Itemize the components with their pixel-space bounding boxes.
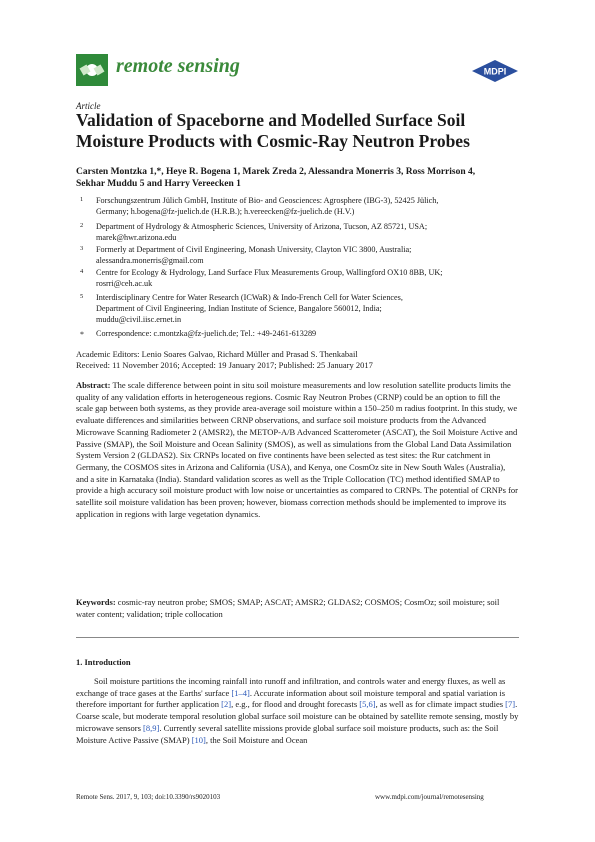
affiliation-3 (96, 244, 526, 266)
introduction-paragraph (76, 676, 519, 746)
affiliation-line: Centre for Ecology & Hydrology, Land Surface Flux Measurements Group, Wallingford OX10 8BB, UK; (96, 268, 443, 277)
footer-citation: Remote Sens. 2017, 9, 103; doi:10.3390/rs9020103 (76, 793, 221, 801)
publisher-logo-text: MDPI (483, 66, 507, 77)
publication-dates: Received: 11 November 2016; Accepted: 19 January 2017; Published: 25 January 2017 (76, 360, 373, 370)
affiliation-line: Department of Hydrology & Atmospheric Sciences, University of Arizona, Tucson, AZ 85721, USA; (96, 222, 428, 231)
affiliation-4 (96, 267, 526, 289)
body-text-run: Soil moisture partitions the incoming rainfall into runoff and infiltration, and controls water and energy fluxes, as well as exchange of trace gases at the Earths' surface (76, 676, 506, 698)
affiliation-5 (96, 292, 526, 325)
abstract-label: Abstract: (76, 380, 111, 390)
abstract-text: The scale difference between point in situ soil moisture measurements and low resolution satellite products limits the quality of any validation efforts in heterogeneous regions. Cosmic Ray Neutron Probes (CRNP) could be an option to fill the scale gap between both systems, as they provide area-average soil moisture within a 150–250 m radius footprint. In this study, we evaluate differences and similarities between CRNP observations, and surface soil moisture products from the Advanced Microwave Scanning Radiometer 2 (AMSR2), the METOP-A/B Advanced Scatterometer (ASCAT), the Soil Moisture Active and Passive (SMAP), the Soil Moisture and Ocean Salinity (SMOS), as well as simulations from the Global Land Data Assimilation System Version 2 (GLDAS2). Six CRNPs located on five continents have been selected as test sites: the Rur catchment in Germany, the COSMOS sites in Arizona and California (USA), and Kenya, one CosmOz site in New South Wales (Australia), and a site in Karnataka (India). Standard validation scores as well as the Triple Collocation (TC) method identified SMAP to provide a high accuracy soil moisture product with low noise or uncertainties as compared to CRNPs. The potential of CRNPs for satellite soil moisture validation has been proven; however, biomass correction methods should be implemented to improve its application in regions with large vegetation dynamics. (76, 380, 518, 519)
authors (76, 166, 526, 190)
journal-name: remote sensing (116, 55, 240, 77)
paper-title: Validation of Spaceborne and Modelled Surface Soil Moisture Products with Cosmic-Ray Neutron Probes (76, 110, 470, 151)
affiliation-line: marek@hwr.arizona.edu (96, 233, 177, 242)
aff-num-4: 4 (80, 268, 84, 275)
section-divider (76, 637, 519, 638)
keywords-label: Keywords: (76, 597, 116, 607)
authors-line-1: Carsten Montzka 1,*, Heye R. Bogena 1, Marek Zreda 2, Alessandra Monerris 3, Ross Morrison 4, (76, 167, 476, 177)
affiliation-line: Correspondence: c.montzka@fz-juelich.de; Tel.: +49-2461-613289 (96, 329, 317, 338)
citation-link[interactable]: [7] (505, 699, 516, 710)
affiliation-1 (96, 195, 526, 217)
body-text-run: . Coarse scale, but moderate temporal resolution global surface soil moisture can be obtained by satellite remote sensing, mostly by microwave sensors (76, 699, 519, 733)
affiliation-2 (96, 221, 526, 243)
body-text-run: , e.g., for flood and drought forecasts (231, 699, 358, 710)
article-type: Article (76, 101, 101, 111)
aff-num-correspondence: * (80, 330, 84, 339)
section-heading: 1. Introduction (76, 657, 131, 667)
abstract (76, 380, 519, 520)
aff-num-2: 2 (80, 222, 84, 229)
keywords-text: cosmic-ray neutron probe; SMOS; SMAP; ASCAT; AMSR2; GLDAS2; COSMOS; CosmOz; soil moisture; soil water content; validation; triple collocation (76, 597, 500, 619)
body-text-run: . Currently several satellite missions provide global surface soil moisture products, such as: the Soil Moisture Active Passive (SMAP) (76, 722, 499, 745)
citation-link[interactable]: [10] (191, 734, 206, 745)
academic-editors: Academic Editors: Lenio Soares Galvao, Richard Müller and Prasad S. Thenkabail (76, 349, 358, 359)
aff-num-5: 5 (80, 293, 84, 300)
aff-num-3: 3 (80, 245, 84, 252)
footer-url[interactable]: www.mdpi.com/journal/remotesensing (375, 793, 484, 801)
citation-link[interactable]: [5,6] (359, 699, 376, 710)
affiliation-line: Germany; h.bogena@fz-juelich.de (H.R.B.); h.vereecken@fz-juelich.de (H.V.) (96, 207, 355, 216)
citation-link[interactable]: [2] (221, 699, 232, 710)
correspondence (96, 328, 526, 339)
citation-link[interactable]: [8,9] (143, 722, 160, 733)
affiliation-line: Interdisciplinary Centre for Water Research (ICWaR) & Indo-French Cell for Water Sciences, (96, 293, 403, 302)
aff-num-1: 1 (80, 196, 84, 203)
journal-logo-icon (76, 54, 108, 86)
mdpi-logo-icon (472, 60, 518, 82)
body-text-run: . Accurate information about soil moisture temporal and spatial variation is therefore important for further application (76, 687, 505, 710)
affiliation-line: muddu@civil.iisc.ernet.in (96, 315, 182, 324)
citation-link[interactable]: [1–4] (231, 687, 250, 698)
affiliation-line: Formerly at Department of Civil Engineering, Monash University, Clayton VIC 3800, Australia; (96, 245, 412, 254)
body-text-run: , as well as for climate impact studies (375, 699, 504, 710)
authors-line-2: Sekhar Muddu 5 and Harry Vereecken 1 (76, 179, 241, 189)
affiliation-line: Forschungszentrum Jülich GmbH, Institute of Bio- and Geosciences: Agrosphere (IBG-3), 52425 Jülich, (96, 196, 439, 205)
keywords (76, 597, 519, 620)
affiliation-line: alessandra.monerris@gmail.com (96, 256, 204, 265)
body-text-run: , the Soil Moisture and Ocean (205, 734, 308, 745)
affiliation-line: rosrri@ceh.ac.uk (96, 279, 153, 288)
affiliation-line: Department of Civil Engineering, Indian Institute of Science, Bangalore 560012, India; (96, 304, 382, 313)
